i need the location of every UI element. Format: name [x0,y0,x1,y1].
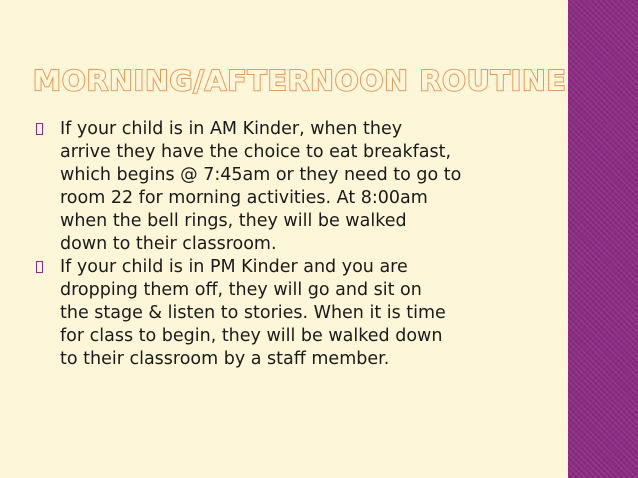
bullet-list [36,118,556,371]
bullet-line: for class to begin, they will be walked down [60,326,443,346]
bullet-line: when the bell rings, they will be walked [60,211,407,231]
bullet-line: If your child is in PM Kinder and you are [60,257,408,277]
bullet-line: room 22 for morning activities. At 8:00am [60,188,428,208]
decorative-side-bar [568,0,638,478]
bullet-line: the stage & listen to stories. When it is time [60,303,446,323]
bullet-item-am-kinder [36,118,556,256]
slide-title: MORNING/AFTERNOON ROUTINE [33,64,567,97]
bullet-item-pm-kinder [36,256,556,371]
bullet-line: to their classroom by a staff member. [60,349,390,369]
bullet-line: If your child is in AM Kinder, when they [60,119,403,139]
bullet-line: arrive they have the choice to eat breakfast, [60,142,452,162]
bullet-line: dropping them off, they will go and sit on [60,280,422,300]
bullet-line: which begins @ 7:45am or they need to go to [60,165,462,185]
bullet-marker-icon [36,261,43,273]
bullet-line: down to their classroom. [60,234,277,254]
bullet-marker-icon [36,123,43,135]
